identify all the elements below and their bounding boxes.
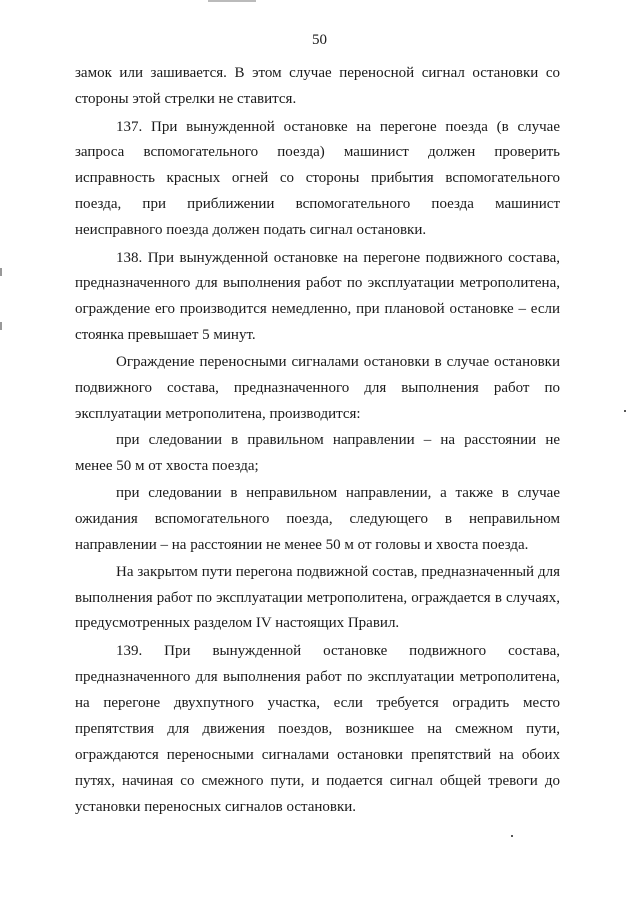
text-line: установки переносных сигналов остановки. (75, 799, 357, 815)
text-line: замок или зашивается. В этом случае переносной сигнал остановки со (75, 65, 560, 81)
text-line: предназначенного для выполнения работ по эксплуатации метрополитена, (75, 669, 560, 685)
text-line: путях, начиная со смежного пути, и подается сигнал общей тревоги до (75, 773, 560, 789)
text-line: На закрытом пути перегона подвижной состав, предназначенный для (116, 564, 560, 580)
scan-artifact-left-1 (0, 268, 2, 276)
scan-artifact-right-2 (511, 835, 513, 837)
text-line: неисправного поезда должен подать сигнал остановки. (75, 222, 427, 238)
text-line: при следовании в правильном направлении – на расстоянии не (116, 432, 560, 448)
text-line: предусмотренных разделом IV настоящих Правил. (75, 615, 400, 631)
text-line: при следовании в неправильном направлении, а также в случае (116, 485, 560, 501)
text-line: 137. При вынужденной остановке на перегоне поезда (в случае (116, 119, 560, 135)
text-line: препятствия для движения поездов, возникшее на смежном пути, (75, 721, 560, 737)
text-line: запроса вспомогательного поезда) машинист должен проверить (75, 144, 560, 160)
text-line: стороны этой стрелки не ставится. (75, 91, 297, 107)
text-line: ожидания вспомогательного поезда, следующего в неправильном (75, 511, 560, 527)
text-line: стоянка превышает 5 минут. (75, 327, 256, 343)
scan-artifact-right-1 (624, 410, 626, 412)
text-line: на перегоне двухпутного участка, если требуется оградить место (75, 695, 560, 711)
text-line: 139. При вынужденной остановке подвижного состава, (116, 643, 560, 659)
page-number: 50 (312, 32, 327, 48)
text-line: менее 50 м от хвоста поезда; (75, 458, 259, 474)
text-line: выполнения работ по эксплуатации метрополитена, ограждается в случаях, (75, 590, 560, 606)
text-line: исправность красных огней со стороны прибытия вспомогательного (75, 170, 560, 186)
text-line: эксплуатации метрополитена, производится: (75, 406, 361, 422)
text-line: 138. При вынужденной остановке на перегоне подвижного состава, (116, 250, 560, 266)
text-line: подвижного состава, предназначенного для выполнения работ по (75, 380, 560, 396)
text-line: направлении – на расстоянии не менее 50 м от головы и хвоста поезда. (75, 537, 529, 553)
text-line: поезда, при приближении вспомогательного поезда машинист (75, 196, 560, 212)
text-line: ограждение его производится немедленно, при плановой остановке – если (75, 301, 560, 317)
scan-artifact-left-2 (0, 322, 2, 330)
text-line: Ограждение переносными сигналами остановки в случае остановки (116, 354, 560, 370)
text-line: ограждаются переносными сигналами остановки препятствий на обоих (75, 747, 560, 763)
text-line: предназначенного для выполнения работ по эксплуатации метрополитена, (75, 275, 560, 291)
scan-artifact-top (208, 0, 256, 2)
